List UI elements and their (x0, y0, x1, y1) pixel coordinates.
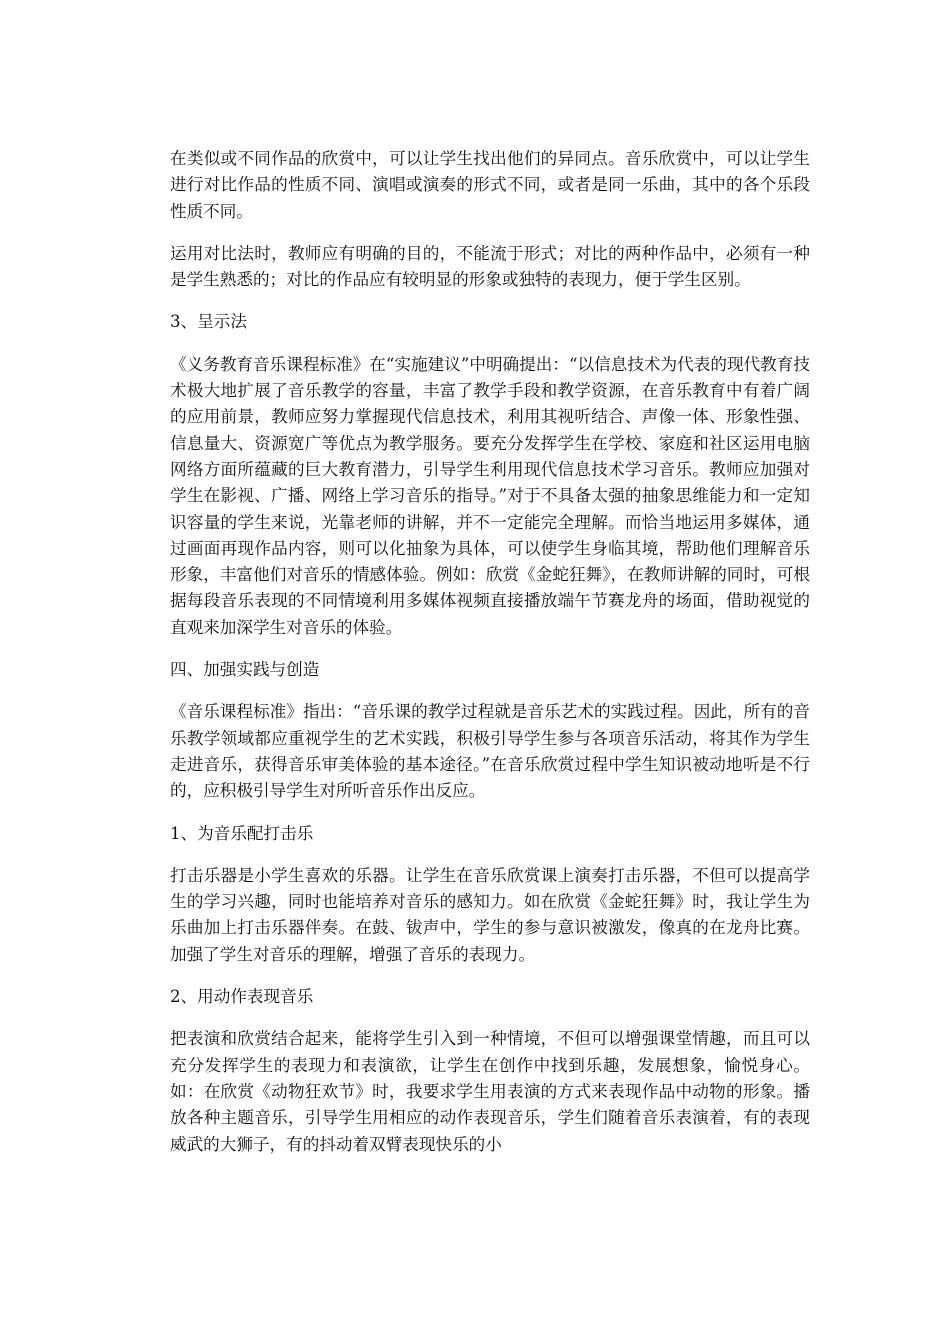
paragraph-movement: 把表演和欣赏结合起来，能将学生引入到一种情境，不但可以增强课堂情趣，而且可以充分发挥学生的表现力和表演欲，让学生在创作中找到乐趣，发展想象，愉悦身心。如：在欣赏《动物狂欢节》时，我要求学生用表演的方式来表现作品中动物的形象。播放各种主题音乐，引导学生用相应的动作表现音乐，学生们随着音乐表演着，有的表现威武的大狮子，有的抖动着双臂表现快乐的小 (170, 1029, 810, 1154)
paragraph-music-standard: 《音乐课程标准》指出：“音乐课的教学过程就是音乐艺术的实践过程。因此，所有的音乐教学领域都应重视学生的艺术实践，积极引导学生参与各项音乐活动，将其作为学生走进音乐，获得音乐审美体验的基本途径。”在音乐欣赏过程中学生知识被动地听是不行的，应积极引导学生对所听音乐作出反应。 (170, 702, 810, 801)
heading-presentation-method: 3、呈示法 (170, 312, 247, 332)
paragraph-comparison-intro: 在类似或不同作品的欣赏中，可以让学生找出他们的异同点。音乐欣赏中，可以让学生进行对比作品的性质不同、演唱或演奏的形式不同，或者是同一乐曲，其中的各个乐段性质不同。 (170, 149, 810, 221)
document-page (170, 146, 810, 1174)
heading-practice-creation: 四、加强实践与创造 (170, 660, 320, 680)
paragraph-percussion: 打击乐器是小学生喜欢的乐器。让学生在音乐欣赏课上演奏打击乐器，不但可以提高学生的学习兴趣，同时也能培养对音乐的感知力。如在欣赏《金蛇狂舞》时，我让学生为乐曲加上打击乐器伴奏。在鼓、钹声中，学生的参与意识被激发，像真的在龙舟比赛。加强了学生对音乐的理解，增强了音乐的表现力。 (170, 865, 810, 964)
heading-movement: 2、用动作表现音乐 (170, 987, 314, 1007)
paragraph-curriculum-standard: 《义务教育音乐课程标准》在“实施建议”中明确提出：“以信息技术为代表的现代教育技术极大地扩展了音乐教学的容量，丰富了教学手段和教学资源，在音乐教育中有着广阔的应用前景，教师应努力掌握现代信息技术，利用其视听结合、声像一体、形象性强、信息量大、资源宽广等优点为教学服务。要充分发挥学生在学校、家庭和社区运用电脑网络方面所蕴藏的巨大教育潜力，引导学生利用现代信息技术学习音乐。教师应加强对学生在影视、广播、网络上学习音乐的指导。”对于不具备太强的抽象思维能力和一定知识容量的学生来说，光靠老师的讲解，并不一定能完全理解。而恰当地运用多媒体，通过画面再现作品内容，则可以化抽象为具体，可以使学生身临其境，帮助他们理解音乐形象，丰富他们对音乐的情感体验。例如：欣赏《金蛇狂舞》，在教师讲解的同时，可根据每段音乐表现的不同情境利用多媒体视频直接播放端午节赛龙舟的场面，借助视觉的直观来加深学生对音乐的体验。 (170, 354, 810, 637)
paragraph-comparison-method: 运用对比法时，教师应有明确的目的，不能流于形式；对比的两种作品中，必须有一种是学生熟悉的；对比的作品应有较明显的形象或独特的表现力，便于学生区别。 (170, 243, 810, 290)
heading-percussion: 1、为音乐配打击乐 (170, 823, 314, 843)
